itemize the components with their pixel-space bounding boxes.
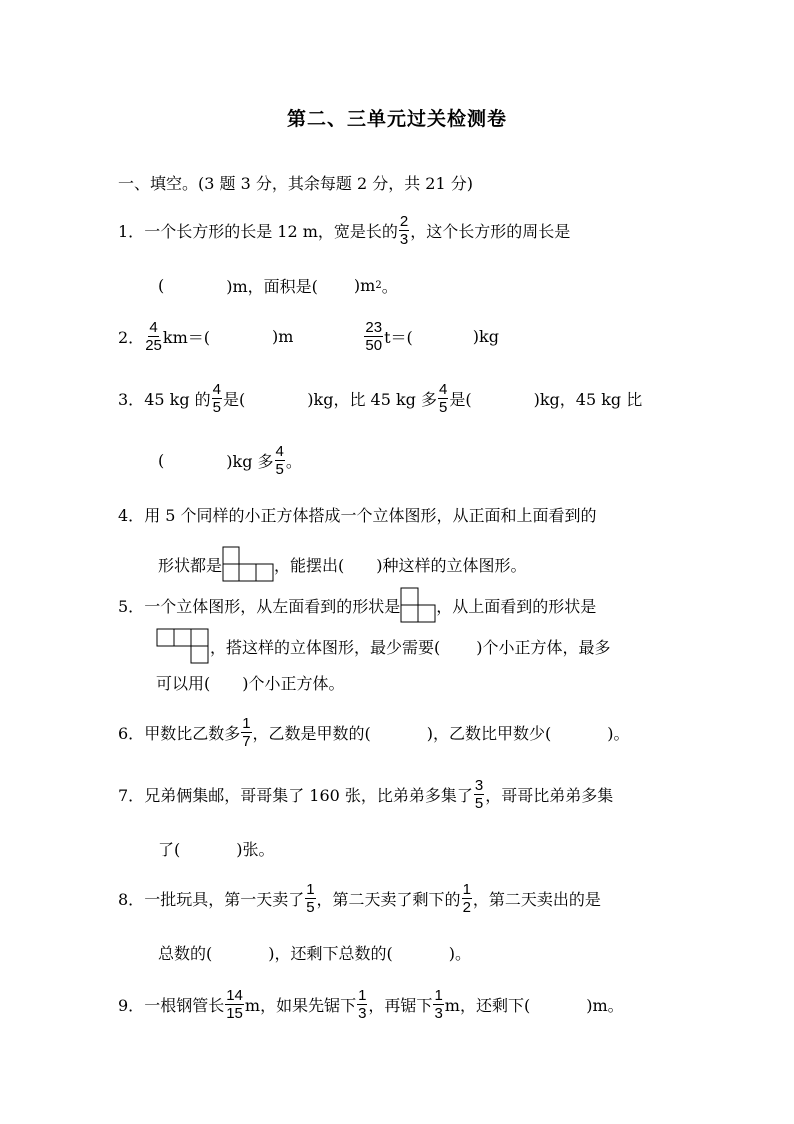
numerator: 1 bbox=[242, 714, 251, 732]
numerator: 1 bbox=[462, 880, 471, 898]
section-heading-text: 一、填空。(3 题 3 分，其余每题 2 分，共 21 分) bbox=[118, 173, 473, 193]
question-7-line2 bbox=[158, 828, 275, 868]
question-text: 一个长方形的长是 12 m，宽是长的 bbox=[144, 221, 398, 241]
left-view-icon bbox=[400, 587, 436, 623]
question-text: 是( bbox=[223, 389, 246, 409]
question-number: 7． bbox=[118, 785, 145, 805]
question-3 bbox=[118, 378, 642, 418]
denominator: 7 bbox=[242, 732, 251, 750]
question-number: 9． bbox=[118, 995, 145, 1015]
question-text: m，如果先锯下 bbox=[244, 995, 357, 1015]
question-number: 2． bbox=[118, 327, 145, 347]
question-text: )kg，45 kg 比 bbox=[533, 389, 643, 409]
fraction bbox=[275, 443, 285, 478]
numerator: 1 bbox=[434, 986, 443, 1004]
fraction bbox=[305, 881, 315, 916]
question-text: ，搭这样的立体图形，最少需要( bbox=[210, 637, 441, 657]
denominator: 2 bbox=[462, 898, 471, 916]
question-number: 4． bbox=[118, 505, 145, 525]
question-text: 一根钢管长 bbox=[144, 995, 225, 1015]
question-text: )m，面积是( bbox=[226, 276, 318, 296]
denominator: 5 bbox=[474, 794, 484, 812]
question-number: 1． bbox=[118, 221, 145, 241]
question-text: )，乙数比甲数少( bbox=[426, 723, 552, 743]
question-text: ，再锯下 bbox=[368, 995, 433, 1015]
question-text: ，乙数是甲数的( bbox=[252, 723, 371, 743]
numerator: 3 bbox=[474, 776, 484, 794]
question-text: ( bbox=[158, 275, 165, 295]
question-text: )kg，比 45 kg 多 bbox=[307, 389, 438, 409]
numerator: 14 bbox=[226, 986, 243, 1004]
question-text: )m bbox=[353, 275, 376, 295]
numerator: 4 bbox=[275, 442, 284, 460]
question-number: 5． bbox=[118, 596, 145, 616]
denominator: 5 bbox=[439, 398, 448, 416]
fraction bbox=[399, 213, 409, 248]
question-text: 用 5 个同样的小正方体搭成一个立体图形，从正面和上面看到的 bbox=[144, 505, 597, 525]
question-text: 兄弟俩集邮，哥哥集了 160 张，比弟弟多集了 bbox=[144, 785, 473, 805]
question-text: 45 kg 的 bbox=[144, 389, 211, 409]
denominator: 5 bbox=[212, 398, 222, 416]
fraction bbox=[212, 381, 222, 416]
question-text: )种这样的立体图形。 bbox=[376, 555, 527, 575]
numerator: 1 bbox=[306, 880, 315, 898]
fraction bbox=[225, 987, 244, 1022]
numerator: 1 bbox=[358, 986, 367, 1004]
question-text: )kg 多 bbox=[226, 451, 274, 471]
question-text: )个小正方体。 bbox=[242, 673, 345, 693]
question-text: 。 bbox=[285, 451, 302, 471]
question-7 bbox=[118, 774, 613, 814]
question-text: )m bbox=[272, 326, 294, 346]
fraction bbox=[364, 319, 383, 354]
denominator: 5 bbox=[275, 460, 284, 478]
question-6 bbox=[118, 712, 630, 752]
question-text: )m。 bbox=[586, 995, 624, 1015]
superscript: 2 bbox=[375, 279, 382, 291]
fraction bbox=[474, 777, 484, 812]
question-5-line3 bbox=[156, 662, 345, 702]
numerator: 2 bbox=[399, 212, 409, 230]
question-1-line2 bbox=[158, 265, 398, 305]
question-text: )。 bbox=[448, 943, 471, 963]
numerator: 4 bbox=[439, 380, 448, 398]
denominator: 15 bbox=[226, 1004, 243, 1022]
fraction bbox=[241, 715, 251, 750]
question-5 bbox=[118, 585, 596, 625]
question-text: 。 bbox=[381, 276, 398, 296]
top-view-icon bbox=[156, 628, 210, 664]
question-text: ，这个长方形的周长是 bbox=[410, 221, 571, 241]
question-number: 3． bbox=[118, 389, 145, 409]
denominator: 3 bbox=[358, 1004, 367, 1022]
question-text: ，从上面看到的形状是 bbox=[436, 596, 597, 616]
question-5-line2 bbox=[156, 626, 611, 666]
question-text: 形状都是 bbox=[158, 555, 223, 575]
numerator: 4 bbox=[212, 380, 222, 398]
question-number: 6． bbox=[118, 723, 145, 743]
section-heading bbox=[118, 162, 473, 202]
question-text: m，还剩下( bbox=[444, 995, 531, 1015]
question-text: ，哥哥比弟弟多集 bbox=[485, 785, 614, 805]
fraction bbox=[433, 987, 443, 1022]
question-text: km＝( bbox=[162, 327, 210, 347]
question-9 bbox=[118, 984, 624, 1024]
question-3-line2 bbox=[158, 440, 302, 480]
question-text: )张。 bbox=[236, 839, 275, 859]
question-text: 可以用( bbox=[156, 673, 211, 693]
question-text: 是( bbox=[449, 389, 472, 409]
numerator: 4 bbox=[149, 318, 158, 336]
denominator: 3 bbox=[434, 1004, 443, 1022]
denominator: 50 bbox=[365, 336, 383, 354]
shape-view-icon bbox=[222, 546, 274, 582]
fraction bbox=[438, 381, 448, 416]
fraction bbox=[145, 319, 162, 354]
question-text: 了( bbox=[158, 839, 181, 859]
question-text: )个小正方体，最多 bbox=[476, 637, 611, 657]
fraction bbox=[357, 987, 367, 1022]
question-number: 8． bbox=[118, 889, 145, 909]
question-text: ，第二天卖出的是 bbox=[472, 889, 601, 909]
denominator: 25 bbox=[145, 336, 162, 354]
question-text: t＝( bbox=[384, 327, 413, 347]
denominator: 3 bbox=[399, 230, 409, 248]
question-text: )，还剩下总数的( bbox=[268, 943, 393, 963]
question-8-line2 bbox=[158, 932, 471, 972]
question-4 bbox=[118, 494, 597, 534]
question-text: 总数的( bbox=[158, 943, 213, 963]
page-title: 第二、三单元过关检测卷 bbox=[286, 108, 507, 130]
denominator: 5 bbox=[306, 898, 315, 916]
numerator: 23 bbox=[365, 318, 383, 336]
question-text: )。 bbox=[607, 723, 630, 743]
question-text: ( bbox=[158, 450, 165, 470]
question-text: ，能摆出( bbox=[274, 555, 345, 575]
question-text: 一批玩具，第一天卖了 bbox=[144, 889, 305, 909]
question-text: 一个立体图形，从左面看到的形状是 bbox=[144, 596, 401, 616]
question-text: 甲数比乙数多 bbox=[144, 723, 241, 743]
question-1 bbox=[118, 210, 570, 250]
question-text: )kg bbox=[472, 326, 499, 346]
question-text: ，第二天卖了剩下的 bbox=[316, 889, 461, 909]
fraction bbox=[462, 881, 472, 916]
question-4-line2 bbox=[158, 544, 527, 584]
question-2 bbox=[118, 316, 499, 356]
question-8 bbox=[118, 878, 601, 918]
